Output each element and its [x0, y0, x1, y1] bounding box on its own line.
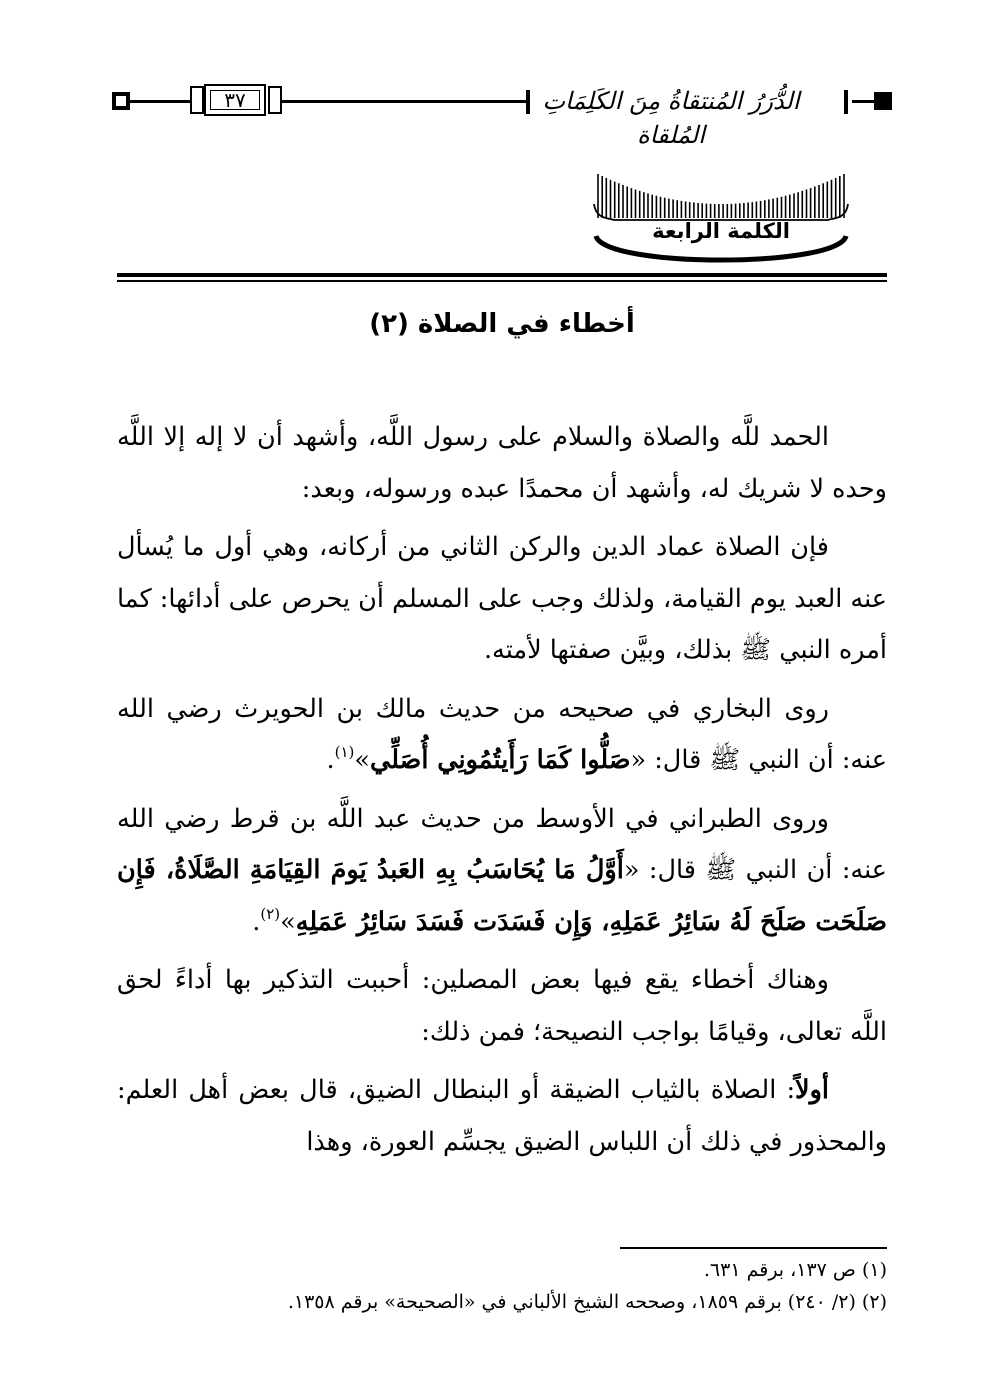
page-number: ٣٧ — [224, 88, 246, 112]
body-text — [117, 412, 887, 1175]
period: . — [252, 906, 261, 937]
footnote-ref-1[interactable]: (١) — [334, 743, 355, 761]
header-ornament-square-hollow — [112, 92, 130, 110]
hadith-text: أَوَّلُ مَا يُحَاسَبُ بِهِ العَبدُ يَومَ القِيَامَةِ الصَّلَاةُ، فَإِن صَلَحَت صَلَحَ لَهُ سَائِرُ عَمَلِهِ، وَإِن فَسَدَت فَسَدَ سَائِرُ عَمَلِهِ — [117, 855, 887, 937]
header-rule — [130, 100, 192, 103]
page-number-box — [204, 84, 266, 116]
section-rule-thin — [117, 280, 887, 282]
paragraph-2: فإن الصلاة عماد الدين والركن الثاني من أركانه، وهي أول ما يُسأل عنه العبد يوم القيامة، ولذلك وجب على المسلم أن يحرص على أدائها: كما أمره النبي ﷺ بذلك، وبيَّن صفتها لأمته. — [116, 532, 887, 665]
header-rule — [852, 100, 874, 103]
header-ornament-square-filled — [874, 92, 892, 110]
paragraph-4 — [117, 794, 887, 949]
header-tick — [526, 90, 530, 114]
paragraph-6-text: : الصلاة بالثياب الضيقة أو البنطال الضيق، قال بعض أهل العلم: والمحذور في ذلك أن اللباس الضيق يجسِّم العورة، وهذا — [117, 1075, 887, 1157]
paragraph-3 — [117, 684, 887, 787]
section-label: الكلمة الرابعة — [652, 219, 790, 243]
paragraph-4-text: وروى الطبراني في الأوسط من حديث عبد اللَّه بن قرط رضي الله عنه: أن النبي ﷺ قال: « — [117, 803, 887, 885]
paragraph-6 — [117, 1065, 887, 1168]
hadith-text: صَلُّوا كَمَا رَأَيتُمُونِي أُصَلِّي — [369, 745, 631, 775]
section-badge — [590, 160, 852, 272]
header-rule — [282, 100, 526, 103]
header-tick — [844, 90, 848, 114]
point-label: أولاً — [795, 1075, 829, 1105]
footnote-1: (١) ص ١٣٧، برقم ٦٣١. — [703, 1259, 887, 1281]
page-title: أخطاء في الصلاة (٢) — [369, 309, 635, 339]
period: . — [326, 745, 335, 775]
book-title: الدُّرَرُ المُنتقاةُ مِنَ الكَلِمَاتِ المُلقاة — [542, 87, 800, 149]
running-header — [112, 80, 892, 149]
quote-close: » — [280, 906, 296, 937]
paragraph-1: الحمد للَّه والصلاة والسلام على رسول اللَّه، وأشهد أن لا إله إلا اللَّه وحده لا شريك له، وأشهد أن محمدًا عبده ورسوله، وبعد: — [117, 422, 887, 504]
footnote-ref-2[interactable]: (٢) — [260, 904, 281, 923]
quote-close: » — [354, 745, 370, 775]
paragraph-5: وهناك أخطاء يقع فيها بعض المصلين: أحببت التذكير بها أداءً لحق اللَّه تعالى، وقيامًا بواجب النصيحة؛ فمن ذلك: — [117, 965, 887, 1047]
paragraph-3-text: روى البخاري في صحيحه من حديث مالك بن الحويرث رضي الله عنه: أن النبي ﷺ قال: « — [117, 693, 887, 775]
footnotes — [117, 1254, 887, 1318]
footnote-2: (٢) (٢/ ٢٤٠) برقم ١٨٥٩، وصححه الشيخ الألباني في «الصحيحة» برقم ١٣٥٨. — [287, 1291, 887, 1313]
header-knot-ornament — [190, 86, 204, 114]
section-rule-thick — [117, 273, 887, 277]
footnote-separator — [620, 1247, 887, 1249]
header-knot-ornament — [268, 86, 282, 114]
